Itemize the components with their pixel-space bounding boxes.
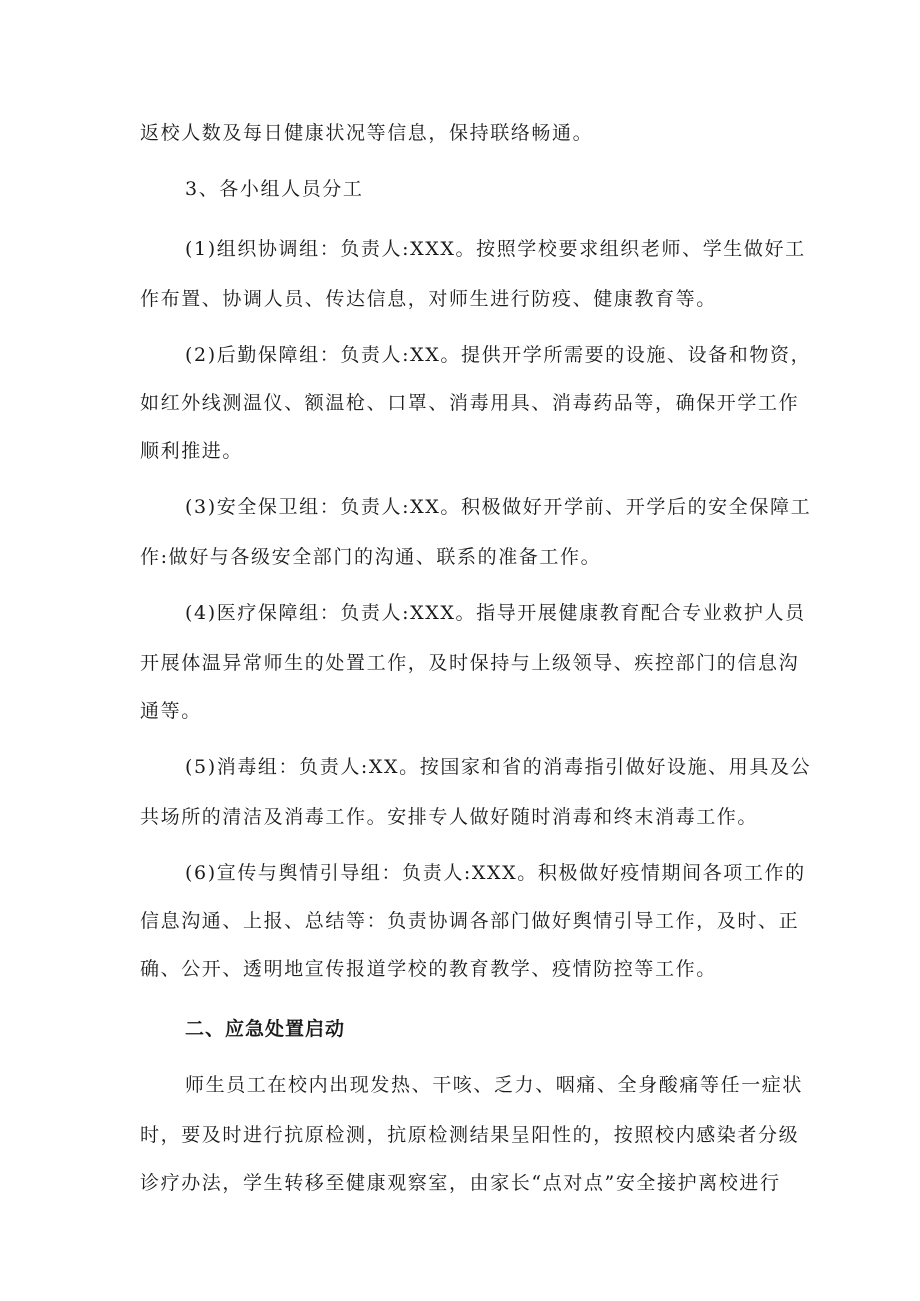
text-line: 作布置、协调人员、传达信息，对师生进行防疫、健康教育等。 [140, 288, 717, 310]
text-line: (6)宣传与舆情引导组：负责人:XXX。积极做好疫情期间各项工作的 [185, 862, 806, 884]
text-line: 开展体温异常师生的处置工作，及时保持与上级领导、疾控部门的信息沟 [140, 652, 800, 674]
chapter-heading: 二、应急处置启动 [185, 1018, 346, 1040]
text-line: 诊疗办法，学生转移至健康观察室，由家长“点对点”安全接护离校进行 [140, 1172, 781, 1194]
text-line: 师生员工在校内出现发热、干咳、乏力、咽痛、全身酸痛等任一症状 [185, 1074, 804, 1096]
text-line: 确、公开、透明地宣传报道学校的教育教学、疫情防控等工作。 [140, 958, 717, 980]
text-line: (3)安全保卫组：负责人:XX。积极做好开学前、开学后的安全保障工 [185, 496, 812, 518]
text-line: (5)消毒组：负责人:XX。按国家和省的消毒指引做好设施、用具及公 [185, 756, 812, 778]
text-line: 返校人数及每日健康状况等信息，保持联络畅通。 [140, 122, 594, 144]
text-line: 如红外线测温仪、额温枪、口罩、消毒用具、消毒药品等，确保开学工作 [140, 392, 800, 414]
text-line: (1)组织协调组：负责人:XXX。按照学校要求组织老师、学生做好工 [185, 238, 806, 260]
section-heading: 3、各小组人员分工 [185, 178, 364, 200]
text-line: 信息沟通、上报、总结等：负责协调各部门做好舆情引导工作，及时、正 [140, 910, 800, 932]
text-line: 通等。 [140, 700, 202, 722]
text-line: (4)医疗保障组：负责人:XXX。指导开展健康教育配合专业救护人员 [185, 602, 806, 624]
text-line: 作:做好与各级安全部门的沟通、联系的准备工作。 [140, 546, 602, 568]
text-line: 顺利推进。 [140, 440, 244, 462]
text-line: 时，要及时进行抗原检测，抗原检测结果呈阳性的，按照校内感染者分级 [140, 1124, 800, 1146]
text-line: (2)后勤保障组：负责人:XX。提供开学所需要的设施、设备和物资， [185, 344, 812, 366]
text-line: 共场所的清洁及消毒工作。安排专人做好随时消毒和终末消毒工作。 [140, 806, 759, 828]
